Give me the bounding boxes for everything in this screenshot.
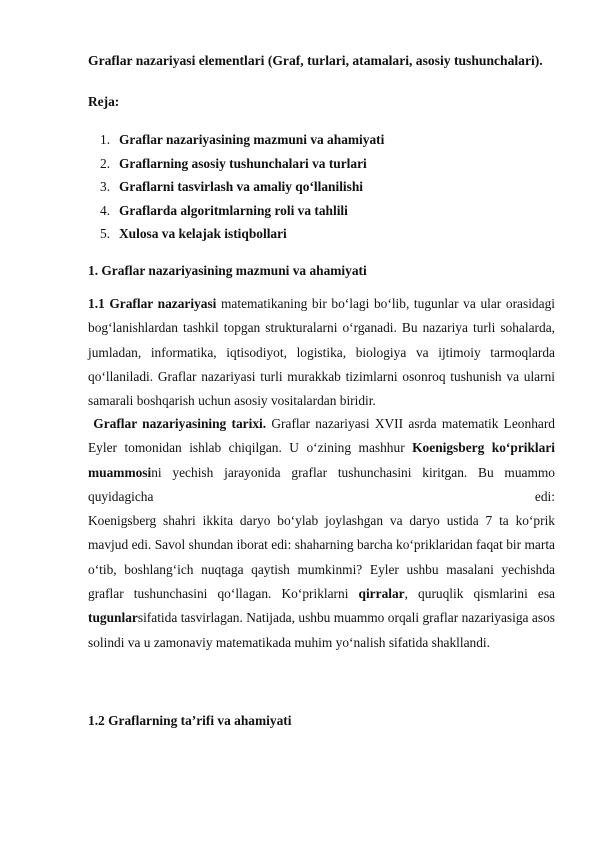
plan-item (100, 224, 384, 248)
plan-heading: Reja: (88, 94, 120, 109)
history-continuation (88, 509, 555, 655)
paragraph-text: Graflar nazariyasi XVII asrda matematik Leonhard Eyler tomonidan ishlab chiqilgan. U o‘zining mashhur (88, 416, 555, 456)
plan-item-text: Graflarning asosiy tushunchalari va turlari (119, 155, 367, 171)
document-title: Graflar nazariyasi elementlari (Graf, turlari, atamalari, asosiy tushunchalari). (88, 53, 543, 68)
bold-term: tugunlar (88, 610, 138, 626)
paragraph-text: , quruqlik qismlarini esa (404, 586, 556, 602)
plan-item-text: Xulosa va kelajak istiqbollari (119, 226, 287, 241)
plan-item (100, 177, 384, 201)
plan-item-number: 1. (100, 132, 111, 147)
paragraph-text: Koenigsberg shahri ikkita daryo bo‘ylab joylashgan va daryo ustida 7 ta ko‘prik mavjud edi. Savol shundan iborat edi: shaharning barcha ko‘priklaridan faqat bir marta o‘tib, boshlang‘ich nuqtaga qaytish mumkinmi? Eyler ushbu masalani yechishda graflar tushunchasini qo‘llagan. Ko‘priklarni (88, 513, 555, 602)
paragraph-definition (88, 292, 555, 413)
plan-list (100, 130, 384, 248)
section-heading: 1.2 Graflarning ta’rifi va ahamiyati (88, 713, 292, 728)
paragraph-text: edi: (534, 488, 555, 504)
paragraph-lead: 1.1 Graflar nazariyasi (88, 296, 217, 311)
plan-item (100, 154, 384, 178)
plan-item-text: Graflarni tasvirlash va amaliy qo‘llanilishi (119, 179, 364, 194)
paragraph-history (88, 412, 555, 655)
plan-item-number: 5. (100, 226, 111, 241)
paragraph-text: ni yechish jarayonida graflar tushunchasini kiritgan. Bu muammo quyidagicha (88, 464, 555, 504)
plan-item (100, 201, 384, 225)
paragraph-text: matematikaning bir bo‘lagi bo‘lib, tugunlar va ular orasidagi bog‘lanishlardan tashkil topgan strukturalarni o‘rganadi. Bu nazariya turli sohalarda, jumladan, informatika, iqtisodiyot, logistika, biologiya va ijtimoiy tarmoqlarda qo‘llaniladi. Graflar nazariyasi turli murakkab tizimlarni osonroq tushunish va ularni samarali boshqarish uchun asosiy vositalardan biridir. (88, 296, 555, 409)
plan-item-number: 2. (100, 155, 111, 171)
plan-item (100, 130, 384, 154)
history-block (88, 412, 555, 509)
paragraph-lead: Graflar nazariyasining tarixi. (93, 416, 267, 431)
paragraph-text: sifatida tasvirlagan. Natijada, ushbu muammo orqali graflar nazariyasiga asos solindi va u zamonaviy matematikada muhim yo‘nalish sifatida shakllandi. (88, 610, 555, 650)
bold-term: Koenigsberg ko‘priklari muammosi (88, 440, 556, 480)
section-heading: 1. Graflar nazariyasining mazmuni va ahamiyati (88, 263, 367, 278)
plan-item-number: 3. (100, 179, 111, 194)
plan-item-text: Graflar nazariyasining mazmuni va ahamiyati (119, 132, 385, 147)
bold-term: qirralar (358, 586, 405, 602)
plan-item-number: 4. (100, 202, 111, 218)
plan-item-text: Graflarda algoritmlarning roli va tahlili (119, 202, 348, 218)
